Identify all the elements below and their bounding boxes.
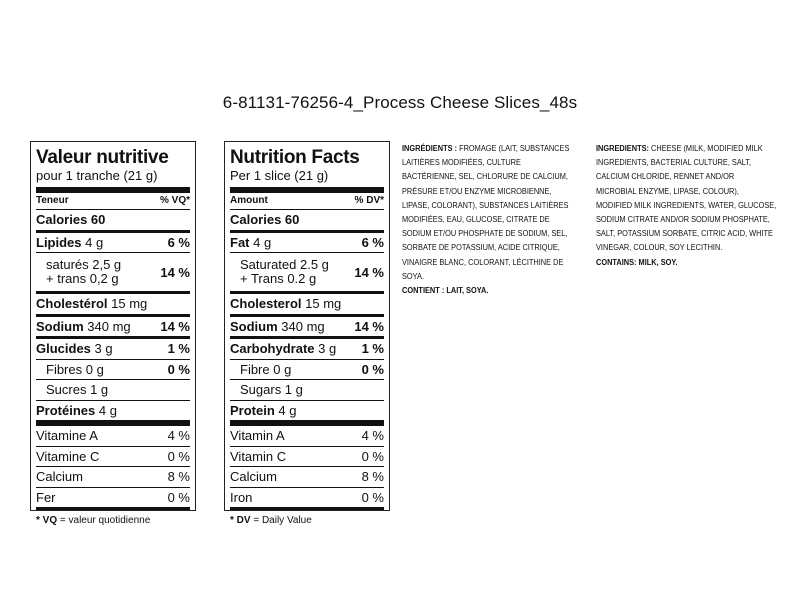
calcium-label: Calcium	[36, 469, 83, 485]
footnote	[230, 507, 384, 527]
ingredients-text: FROMAGE (LAIT, SUBSTANCES LAITIÈRES MODIFIÉES, CULTURE BACTÉRIENNE, SEL, CHLORURE DE CALCIUM, PRÉSURE ET/OU ENZYME MICROBIENNE, LIPASE, COLORANT), SUBSTANCES LAITIÈRES MODIFIÉES, EAU, GLUCOSE, CITRATE DE SODIUM ET/OU PHOSPHATE DE SODIUM, SEL, SORBATE DE POTASSIUM, ACIDE CITRIQUE, VINAIGRE BLANC, COLORANT, LÉCITHINE DE SOYA.	[402, 143, 570, 281]
sodium-row	[230, 314, 384, 337]
fibre-row	[36, 359, 190, 380]
iron-row	[230, 487, 384, 508]
protein-row	[230, 400, 384, 421]
fat-row	[36, 230, 190, 253]
sodium-amount: 340 mg	[281, 318, 325, 334]
calories-row	[230, 209, 384, 230]
protein-label: Protéines	[36, 402, 96, 418]
fat-dv: 6 %	[361, 234, 384, 250]
fat-amount: 4 g	[85, 234, 104, 250]
serving-size: Per 1 slice (21 g)	[230, 168, 329, 183]
sodium-label: Sodium	[230, 318, 278, 334]
cholesterol-row	[230, 291, 384, 314]
document-title: 6-81131-76256-4_Process Cheese Slices_48s	[222, 93, 578, 112]
fibre-dv: 0 %	[361, 361, 384, 377]
chol-amount: 15 mg	[305, 296, 342, 312]
panel-title: Nutrition Facts	[230, 147, 360, 168]
footnote-key: * VQ	[36, 515, 58, 526]
ingredients-fr	[402, 141, 576, 297]
fibre-row	[230, 359, 384, 380]
calories-label: Calories 60	[230, 212, 300, 228]
sodium-label: Sodium	[36, 318, 84, 334]
sugars-row	[36, 379, 190, 400]
iron-label: Iron	[230, 489, 253, 505]
sodium-amount: 340 mg	[87, 318, 131, 334]
sat-fat-label: saturés 2,5 g	[46, 257, 122, 272]
dv-header: % DV*	[354, 195, 384, 206]
calcium-row	[36, 466, 190, 487]
allergen-statement: CONTAINS: MILK, SOY.	[596, 256, 678, 267]
sat-trans-row	[36, 252, 190, 291]
carb-row	[230, 336, 384, 359]
protein-amount: 4 g	[98, 402, 117, 418]
sat-fat-label: Saturated 2.5 g	[240, 257, 329, 272]
vita-dv: 4 %	[167, 428, 190, 444]
vitamin-a-row	[36, 420, 190, 446]
ingredients-text: CHEESE (MILK, MODIFIED MILK INGREDIENTS, BACTERIAL CULTURE, SALT, CALCIUM CHLORIDE, RENNET AND/OR MICROBIAL ENZYME, LIPASE, COLOUR), MODIFIED MILK INGREDIENTS, WATER, GLUCOSE, SODIUM CITRATE AND/OR SODIUM PHOSPHATE, SALT, POTASSIUM SORBATE, CITRIC ACID, WHITE VINEGAR, COLOUR, SOY LECITHIN.	[596, 143, 777, 253]
footnote-text: = Daily Value	[250, 515, 312, 526]
trans-fat-label: + trans 0,2 g	[46, 271, 119, 286]
header-row	[230, 193, 384, 209]
carb-amount: 3 g	[94, 341, 113, 357]
calcium-dv: 8 %	[361, 469, 384, 485]
iron-label: Fer	[36, 489, 56, 505]
sat-trans-row	[230, 252, 384, 291]
carb-label: Carbohydrate	[230, 341, 315, 357]
fat-label: Fat	[230, 234, 250, 250]
chol-label: Cholestérol	[36, 296, 108, 312]
sat-trans-dv: 14 %	[160, 264, 190, 280]
nutrition-panel-en	[224, 141, 390, 526]
fat-row	[230, 230, 384, 253]
chol-amount: 15 mg	[111, 296, 148, 312]
carb-dv: 1 %	[167, 341, 190, 357]
dv-header: % VQ*	[159, 195, 190, 206]
sugars-row	[230, 379, 384, 400]
footnote	[36, 507, 190, 527]
calcium-label: Calcium	[230, 469, 277, 485]
fibre-dv: 0 %	[167, 361, 190, 377]
ingredients-en	[596, 141, 777, 269]
amount-header: Amount	[230, 195, 268, 206]
sodium-dv: 14 %	[354, 318, 384, 334]
iron-row	[36, 487, 190, 508]
calories-label: Calories 60	[36, 212, 106, 228]
ingredients-label: INGREDIENTS:	[596, 143, 649, 153]
sat-trans-dv: 14 %	[354, 264, 384, 280]
iron-dv: 0 %	[167, 489, 190, 505]
vita-dv: 4 %	[361, 428, 384, 444]
allergen-statement: CONTIENT : LAIT, SOYA.	[402, 285, 489, 296]
sodium-row	[36, 314, 190, 337]
fat-dv: 6 %	[167, 234, 190, 250]
vitc-label: Vitamin C	[230, 448, 287, 464]
vitc-dv: 0 %	[167, 448, 190, 464]
nutrition-panel-fr	[30, 141, 196, 526]
vitamin-c-row	[36, 446, 190, 467]
fat-label: Lipides	[36, 234, 82, 250]
calories-row	[36, 209, 190, 230]
amount-header: Teneur	[36, 195, 69, 206]
calcium-dv: 8 %	[167, 469, 190, 485]
calcium-row	[230, 466, 384, 487]
sugars-label: Sucres 1 g	[46, 382, 109, 398]
panel-title: Valeur nutritive	[36, 147, 169, 168]
cholesterol-row	[36, 291, 190, 314]
vitamin-a-row	[230, 420, 384, 446]
header-row	[36, 193, 190, 209]
serving-size: pour 1 tranche (21 g)	[36, 168, 158, 183]
vitamin-c-row	[230, 446, 384, 467]
protein-amount: 4 g	[278, 402, 297, 418]
footnote-text: = valeur quotidienne	[57, 515, 151, 526]
carb-row	[36, 336, 190, 359]
carb-dv: 1 %	[361, 341, 384, 357]
carb-amount: 3 g	[318, 341, 337, 357]
trans-fat-label: + Trans 0.2 g	[240, 271, 317, 286]
fibre-label: Fibres 0 g	[46, 361, 104, 377]
sodium-dv: 14 %	[160, 318, 190, 334]
ingredients-label: INGRÉDIENTS :	[402, 143, 458, 153]
protein-row	[36, 400, 190, 421]
vita-label: Vitamin A	[230, 428, 285, 444]
fibre-label: Fibre 0 g	[240, 361, 292, 377]
sugars-label: Sugars 1 g	[240, 382, 303, 398]
vitc-dv: 0 %	[361, 448, 384, 464]
vita-label: Vitamine A	[36, 428, 98, 444]
chol-label: Cholesterol	[230, 296, 302, 312]
iron-dv: 0 %	[361, 489, 384, 505]
footnote-key: * DV	[230, 515, 251, 526]
protein-label: Protein	[230, 402, 275, 418]
fat-amount: 4 g	[253, 234, 272, 250]
vitc-label: Vitamine C	[36, 448, 100, 464]
carb-label: Glucides	[36, 341, 91, 357]
